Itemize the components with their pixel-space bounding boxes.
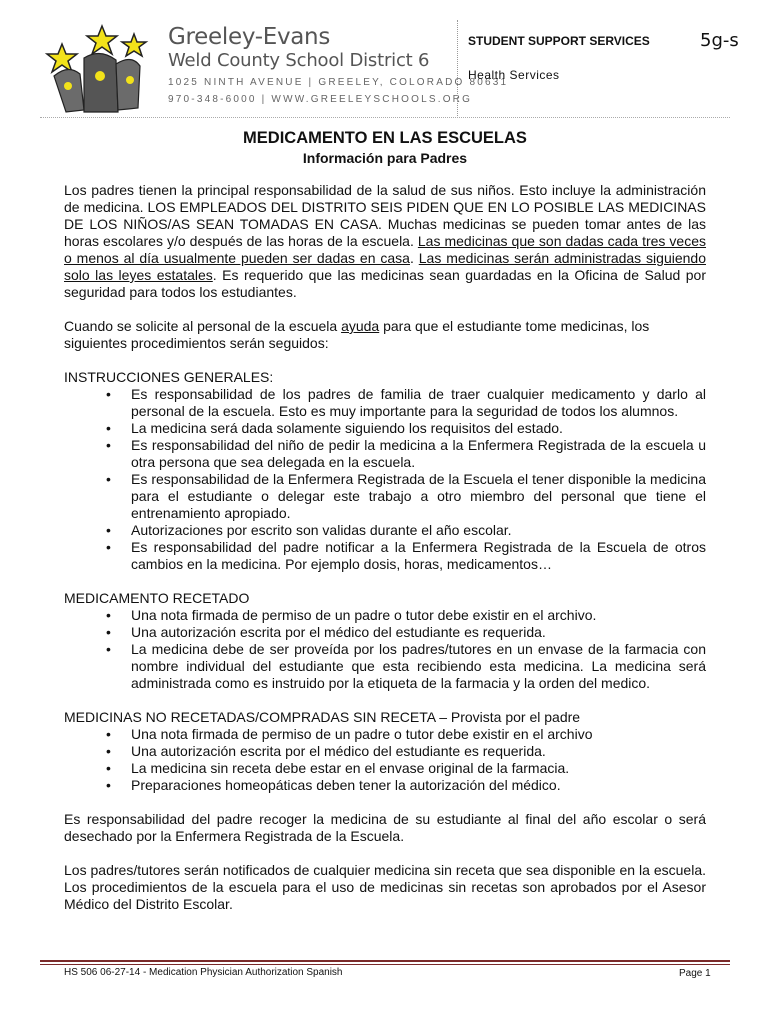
list-item: • Una autorización escrita por el médico del estudiante es requerida.: [64, 624, 706, 641]
footer-rule: [40, 960, 730, 962]
prescribed-list: [64, 607, 706, 692]
list-item: • Preparaciones homeopáticas deben tener la autorización del médico.: [64, 777, 706, 794]
header-rule: [40, 117, 730, 118]
general-list: [64, 386, 706, 573]
section-heading-otc: MEDICINAS NO RECETADAS/COMPRADAS SIN RECETA – Provista por el padre: [64, 709, 581, 725]
underlined-text: Las medicinas que son dadas cada tres veces o menos al día usualmente pueden ser dadas en casa: [64, 233, 707, 266]
footer-document-id: HS 506 06-27-14 - Medication Physician Authorization Spanish: [64, 967, 343, 978]
org-subtitle: Weld County School District 6: [168, 50, 430, 71]
underlined-text: ayuda: [341, 318, 380, 334]
list-item: • La medicina debe de ser proveída por los padres/tutores en un envase de la farmacia con nombre individual del estudiante que esta recibiendo esta medicina. La medicina será administrada como es instruido por la etiqueta de la farmacia y la orden del medico.: [64, 641, 706, 692]
intro-paragraph: [64, 182, 706, 301]
intro-text: . Es requerido que las medicinas sean guardadas en la Oficina de Salud por seguridad para todos los estudiantes.: [64, 267, 707, 300]
star-icon: [47, 44, 77, 72]
otc-list: [64, 726, 706, 794]
underlined-text: Las medicinas serán administradas siguiendo solo las leyes estatales: [64, 250, 706, 283]
figure-icon: [116, 59, 140, 110]
procedure-text: Cuando se solicite al personal de la escuela: [64, 318, 342, 334]
section-heading-prescribed: MEDICAMENTO RECETADO: [64, 590, 250, 606]
figure-icon: [84, 53, 118, 112]
section-heading-general: INSTRUCCIONES GENERALES:: [64, 369, 274, 385]
list-item: • Una nota firmada de permiso de un padre o tutor debe existir en el archivo: [64, 726, 706, 743]
footer-rule: [40, 964, 730, 965]
star-icon: [87, 26, 117, 54]
procedure-paragraph: [64, 318, 706, 352]
list-item: • Autorizaciones por escrito son validas durante el año escolar.: [64, 522, 706, 539]
star-icon: [122, 34, 146, 56]
list-item: • Es responsabilidad de la Enfermera Registrada de la Escuela el tener disponible la medicina para el estudiante o delegar este trabajo a otro miembro del personal que tiene el entrenamiento apropiado.: [64, 471, 706, 522]
header-divider: [457, 20, 459, 118]
service-label: Health Services: [468, 68, 560, 82]
org-contact: 970-348-6000 | WWW.GREELEYSCHOOLS.ORG: [168, 94, 473, 105]
list-item: • Es responsabilidad de los padres de familia de traer cualquier medicamento y darlo al personal de la escuela. Esto es muy importante para la seguridad de todos los alumnos.: [64, 386, 706, 420]
figure-icon: [54, 69, 84, 112]
page-subtitle: Información para Padres: [302, 150, 468, 166]
intro-text: Los padres tienen la principal responsabilidad de la salud de sus niños. Esto incluye la administración de medicina. LOS EMPLEADOS DEL DISTRITO SEIS PIDEN QUE EN LO POSIBLE LAS MEDICINAS DE LOS NIÑOS/AS SEAN TOMADAS EN CASA. Muchas medicinas se pueden tomar antes de las horas escolares y/o después de las horas de la escuela.: [64, 182, 706, 249]
procedure-text: para que el estudiante tome medicinas, los siguientes procedimientos serán seguidos:: [64, 318, 650, 351]
department-label: STUDENT SUPPORT SERVICES: [468, 34, 650, 48]
list-item: • Es responsabilidad del padre notificar a la Enfermera Registrada de la Escuela de otros cambios en la medicina. Por ejemplo dosis, horas, medicamentos…: [64, 539, 706, 573]
list-item: • Una nota firmada de permiso de un padre o tutor debe existir en el archivo.: [64, 607, 706, 624]
district-logo: [40, 24, 152, 116]
list-item: • Una autorización escrita por el médico del estudiante es requerida.: [64, 743, 706, 760]
closing-paragraph: Es responsabilidad del padre recoger la medicina de su estudiante al final del año escolar o será desechado por la Enfermera Registrada de la Escuela.: [64, 811, 706, 844]
closing-paragraph: Los padres/tutores serán notificados de cualquier medicina sin receta que sea disponible en la escuela. Los procedimientos de la escuela para el uso de medicinas sin recetas son aprobados por el Asesor Médico del Distrito Escolar.: [64, 862, 706, 912]
list-item: • Es responsabilidad del niño de pedir la medicina a la Enfermera Registrada de la escuela u otra persona que sea delegada en la escuela.: [64, 437, 706, 471]
org-address: 1025 NINTH AVENUE | GREELEY, COLORADO 80631: [168, 77, 509, 88]
org-name: Greeley-Evans: [168, 24, 331, 50]
page-number: Page 1: [679, 968, 711, 979]
list-item: • La medicina sin receta debe estar en el envase original de la farmacia.: [64, 760, 706, 777]
list-item: • La medicina será dada solamente siguiendo los requisitos del estado.: [64, 420, 706, 437]
document-code: 5g-s: [700, 30, 739, 51]
intro-text: .: [409, 250, 419, 266]
page-title: MEDICAMENTO EN LAS ESCUELAS: [243, 129, 527, 147]
document-body: [64, 182, 706, 930]
